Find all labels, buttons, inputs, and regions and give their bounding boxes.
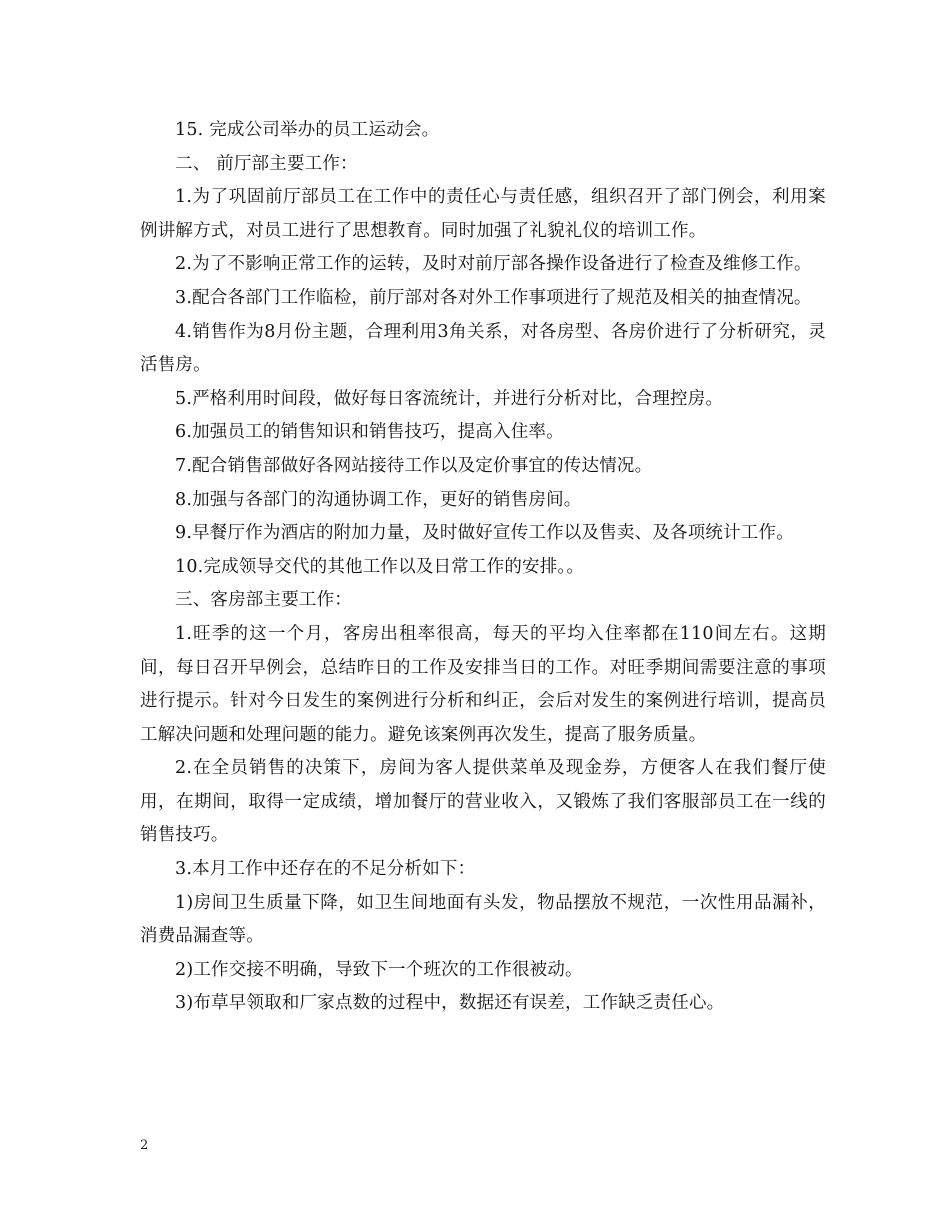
page-number: 2 xyxy=(140,1138,149,1153)
front-office-item-2: 2.为了不影响正常工作的运转，及时对前厅部各操作设备进行了检查及维修工作。 xyxy=(175,254,812,275)
item-15-sports-meet: 15. 完成公司举办的员工运动会。 xyxy=(175,120,440,140)
front-office-item-5: 5.严格利用时间段，做好每日客流统计，并进行分析对比，合理控房。 xyxy=(175,388,724,409)
front-office-item-8: 8.加强与各部门的沟通协调工作，更好的销售房间。 xyxy=(175,489,582,510)
front-office-item-10: 10.完成领导交代的其他工作以及日常工作的安排。。 xyxy=(175,556,585,577)
housekeeping-item-1: 1.旺季的这一个月，客房出租率很高，每天的平均入住率都在110间左右。这期间，每日召开早例会，总结昨日的工作及安排当日的工作。对旺季期间需要注意的事项进行提示。针对今日发生的案例进行分析和纠正，会后对发生的案例进行培训，提高员工解决问题和处理问题的能力。避免该案例再次发生，提高了服务质量。 xyxy=(140,623,826,745)
front-office-item-9: 9.早餐厅作为酒店的附加力量，及时做好宣传工作以及售卖、及各项统计工作。 xyxy=(175,523,794,544)
front-office-item-4: 4.销售作为8月份主题，合理利用3角关系，对各房型、各房价进行了分析研究，灵活售房。 xyxy=(140,321,826,376)
front-office-item-3: 3.配合各部门工作临检，前厅部对各对外工作事项进行了规范及相关的抽查情况。 xyxy=(175,287,812,308)
housekeeping-item-2: 2.在全员销售的决策下，房间为客人提供菜单及现金券，方便客人在我们餐厅使用，在期间，取得一定成绩，增加餐厅的营业收入，又锻炼了我们客服部员工在一线的销售技巧。 xyxy=(140,758,826,846)
shortcoming-item-3: 3)布草早领取和厂家点数的过程中，数据还有误差，工作缺乏责任心。 xyxy=(175,993,725,1014)
section-heading-housekeeping: 三、客房部主要工作： xyxy=(175,590,352,611)
housekeeping-item-3: 3.本月工作中还存在的不足分析如下： xyxy=(175,859,476,880)
front-office-item-7: 7.配合销售部做好各网站接待工作以及定价事宜的传达情况。 xyxy=(175,455,653,476)
shortcoming-item-1: 1)房间卫生质量下降，如卫生间地面有头发，物品摆放不规范，一次性用品漏补，消费品漏查等。 xyxy=(140,892,826,947)
front-office-item-1: 1.为了巩固前厅部员工在工作中的责任心与责任感，组织召开了部门例会，利用案例讲解方式，对员工进行了思想教育。同时加强了礼貌礼仪的培训工作。 xyxy=(140,187,826,241)
shortcoming-item-2: 2)工作交接不明确，导致下一个班次的工作很被动。 xyxy=(175,959,583,980)
body-text xyxy=(140,114,826,1021)
section-heading-front-office: 二、 前厅部主要工作： xyxy=(175,153,358,174)
front-office-item-6: 6.加强员工的销售知识和销售技巧，提高入住率。 xyxy=(175,422,564,443)
